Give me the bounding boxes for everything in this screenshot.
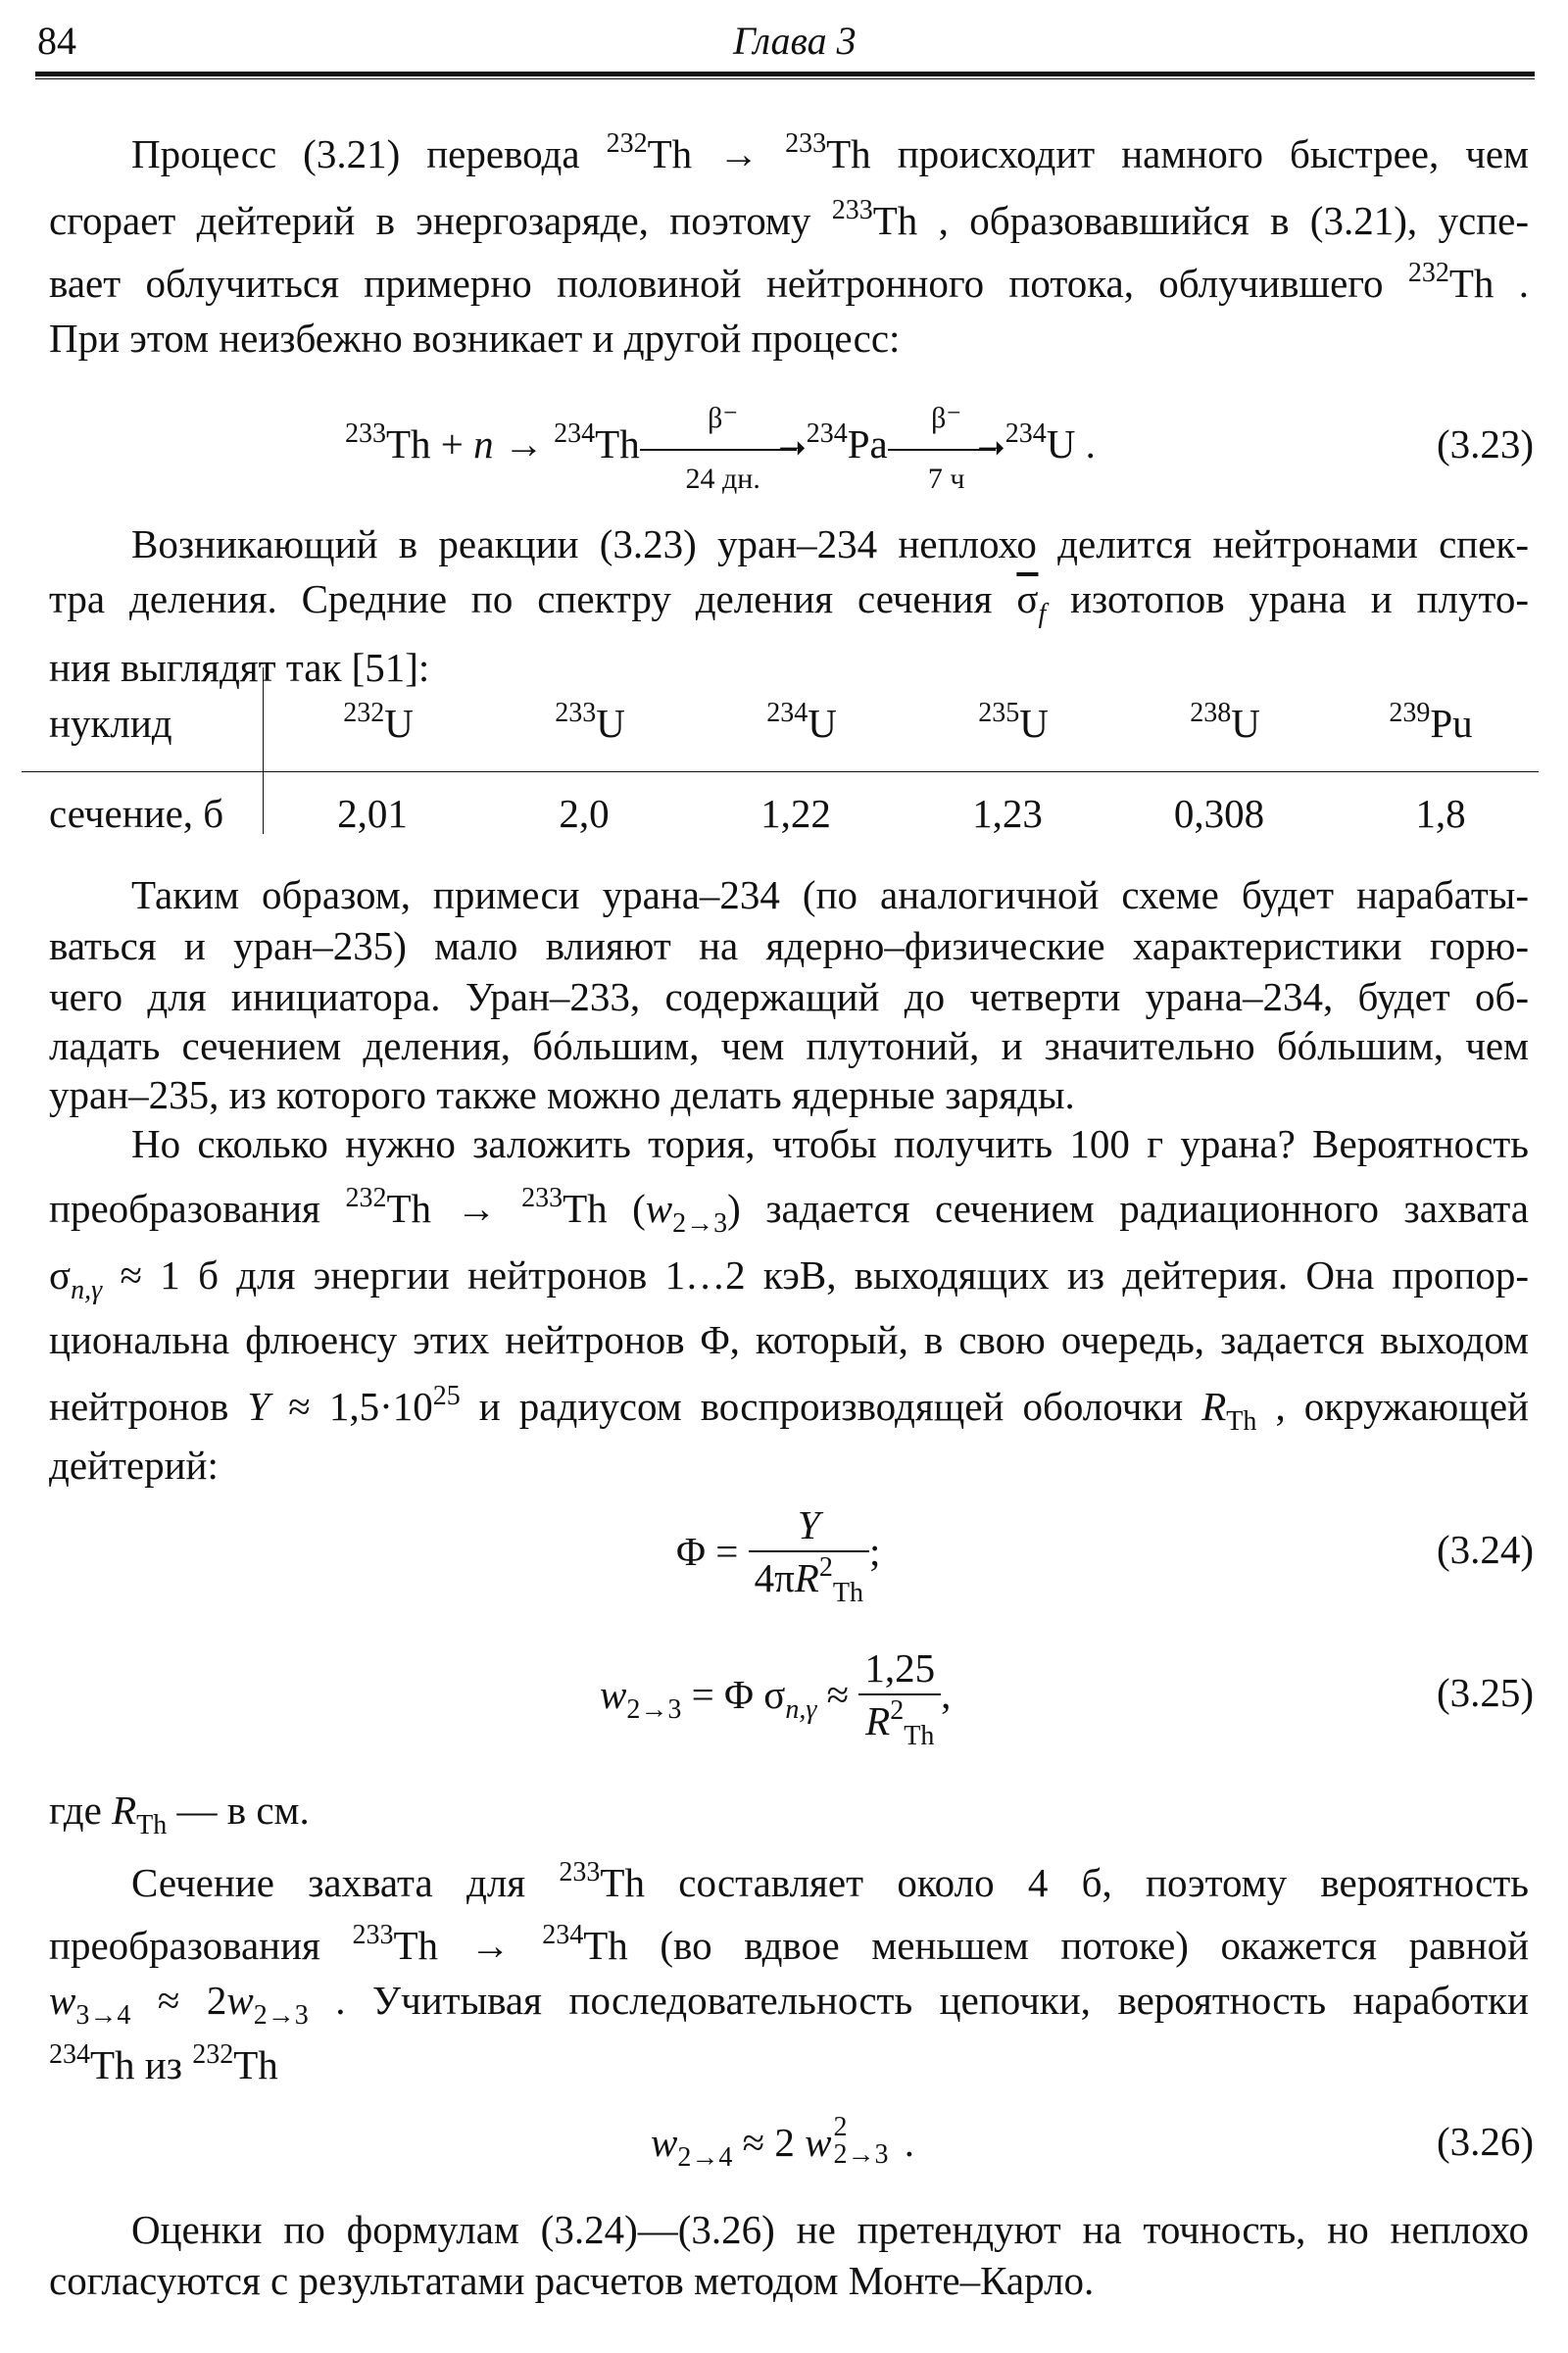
p3-line-2: ваться и уран–235) мало влияют на ядерно–физические характеристики горю- (49, 923, 1529, 968)
p4-line-1: Но сколько нужно заложить тория, чтобы получить 100 г урана? Вероятность (131, 1121, 1529, 1166)
equation-3-26: $w_{2\to 4} \approx 2$ w 2 2→3 . (651, 2112, 914, 2173)
equation-number-3-26: (3.26) (1437, 2119, 1535, 2164)
decay-arrow-1: β⁻ ➝ 24 дн. (640, 419, 807, 468)
table-cell: 0,308 (1173, 791, 1265, 836)
equation-number-3-24: (3.24) (1437, 1527, 1535, 1572)
equation-number-3-25: (3.25) (1437, 1670, 1535, 1715)
table-cell: $^{234}$U (766, 698, 837, 746)
where-line: где $R_{Th}$ — в см. (49, 1788, 310, 1840)
table-row-cross-section (22, 779, 1539, 848)
table-cell: 2,0 (559, 791, 610, 836)
table-cell: 2,01 (337, 791, 408, 836)
p6-line-2: согласуются с результатами расчетов методом Монте–Карло. (49, 2258, 1095, 2303)
equation-3-23: $^{233}$Th + n → $^{234}$Th β⁻ ➝ 24 дн. $^{234}$Pa β⁻ ➝ 7 ч $^{234}$U . (345, 402, 1096, 495)
table-cell: $^{233}$U (555, 698, 625, 746)
p4-line-3: $\sigma_{n,\gamma} \approx 1$ б для энергии нейтронов 1…2 кэВ, выходящих из дейтерия. Она пропор- (49, 1252, 1529, 1305)
p1-line-1: Процесс (3.21) перевода $^{232}$Th → $^{233}$Th происходит намного быстрее, чем (131, 128, 1530, 176)
p5-line-1: Сечение захвата для $^{233}$Th составляет около 4 б, поэтому вероятность (131, 1857, 1529, 1905)
p5-line-3: $w_{3\to 4} \approx 2w_{2\to 3}$ . Учитывая последовательность цепочки, вероятность наработки (49, 1978, 1529, 2031)
table-cell: $^{235}$U (978, 698, 1049, 746)
p5-line-4: $^{234}$Th из $^{232}$Th (49, 2039, 278, 2087)
p4-line-4: циональна флюенсу этих нейтронов Φ, который, в свою очередь, задается выходом (49, 1317, 1529, 1362)
table-cell: 1,23 (972, 791, 1043, 836)
page-number: 84 (37, 19, 76, 63)
p3-line-4: ладать сечением деления, бóльшим, чем плутоний, и значительно бóльшим, чем (49, 1023, 1529, 1068)
table-row-nuclide (22, 689, 1539, 758)
p4-line-6: дейтерий: (49, 1443, 219, 1488)
p1-line-3: вает облучиться примерно половиной нейтронного потока, облучившего $^{232}$Th . (49, 258, 1529, 306)
p4-line-2: преобразования $^{232}$Th → $^{233}$Th $(w_{2\to 3})$ задается сечением радиационного захвата (49, 1183, 1529, 1239)
table-cell: $^{239}$Pu (1389, 698, 1473, 746)
p2-line-3: ния выглядят так [51]: (49, 645, 430, 690)
header-rule (35, 72, 1535, 76)
table-cell: $^{232}$U (343, 698, 414, 746)
p3-line-3: чего для инициатора. Уран–233, содержащий до четверти урана–234, будет об- (49, 974, 1529, 1019)
equation-3-24: Φ = $\frac{Y}{4\pi R^2_{Th}}$ ; (676, 1499, 880, 1603)
running-header: Глава 3 (733, 19, 857, 63)
table-cell: $^{238}$U (1190, 698, 1260, 746)
p3-line-5: уран–235, из которого также можно делать ядерные заряды. (49, 1072, 1075, 1117)
p2-line-1: Возникающий в реакции (3.23) уран–234 неплохо делится нейтронами спек- (131, 521, 1529, 566)
p5-line-2: преобразования $^{233}$Th → $^{234}$Th (во вдвое меньшем потоке) окажется равной (49, 1920, 1530, 1968)
p3-line-1: Таким образом, примеси урана–234 (по аналогичной схеме будет нарабаты- (131, 872, 1529, 917)
equation-3-25: $w_{2\to 3} = \Phi$ $\sigma_{n,\gamma}$ ≈ $\frac{1,25}{R^2_{Th}}$ , (600, 1642, 951, 1746)
p6-line-1: Оценки по формулам (3.24)—(3.26) не претендуют на точность, но неплохо (131, 2207, 1529, 2252)
table-row-label: сечение, б (49, 791, 224, 836)
p4-line-5: нейтронов $Y \approx 1,5\cdot 10^{25}$ и радиусом воспроизводящей оболочки $R_{Th}$ , окружающей (49, 1381, 1529, 1437)
table-cell: 1,8 (1415, 791, 1466, 836)
p1-line-2: сгорает дейтерий в энергозаряде, поэтому $^{233}$Th , образовавшийся в (3.21), успе- (49, 195, 1529, 243)
header-rule-thin (35, 78, 1535, 79)
table-horizontal-rule (22, 771, 1539, 772)
table-cell: 1,22 (760, 791, 831, 836)
decay-arrow-2: β⁻ ➝ 7 ч (888, 419, 1005, 468)
equation-number-3-23: (3.23) (1437, 421, 1535, 466)
table-row-label: нуклид (49, 701, 172, 746)
p1-line-4: При этом неизбежно возникает и другой процесс: (49, 316, 901, 361)
p2-line-2: тра деления. Средние по спектру деления сечения $\overline{\sigma}_f$ изотопов урана и плуто- (49, 576, 1529, 629)
